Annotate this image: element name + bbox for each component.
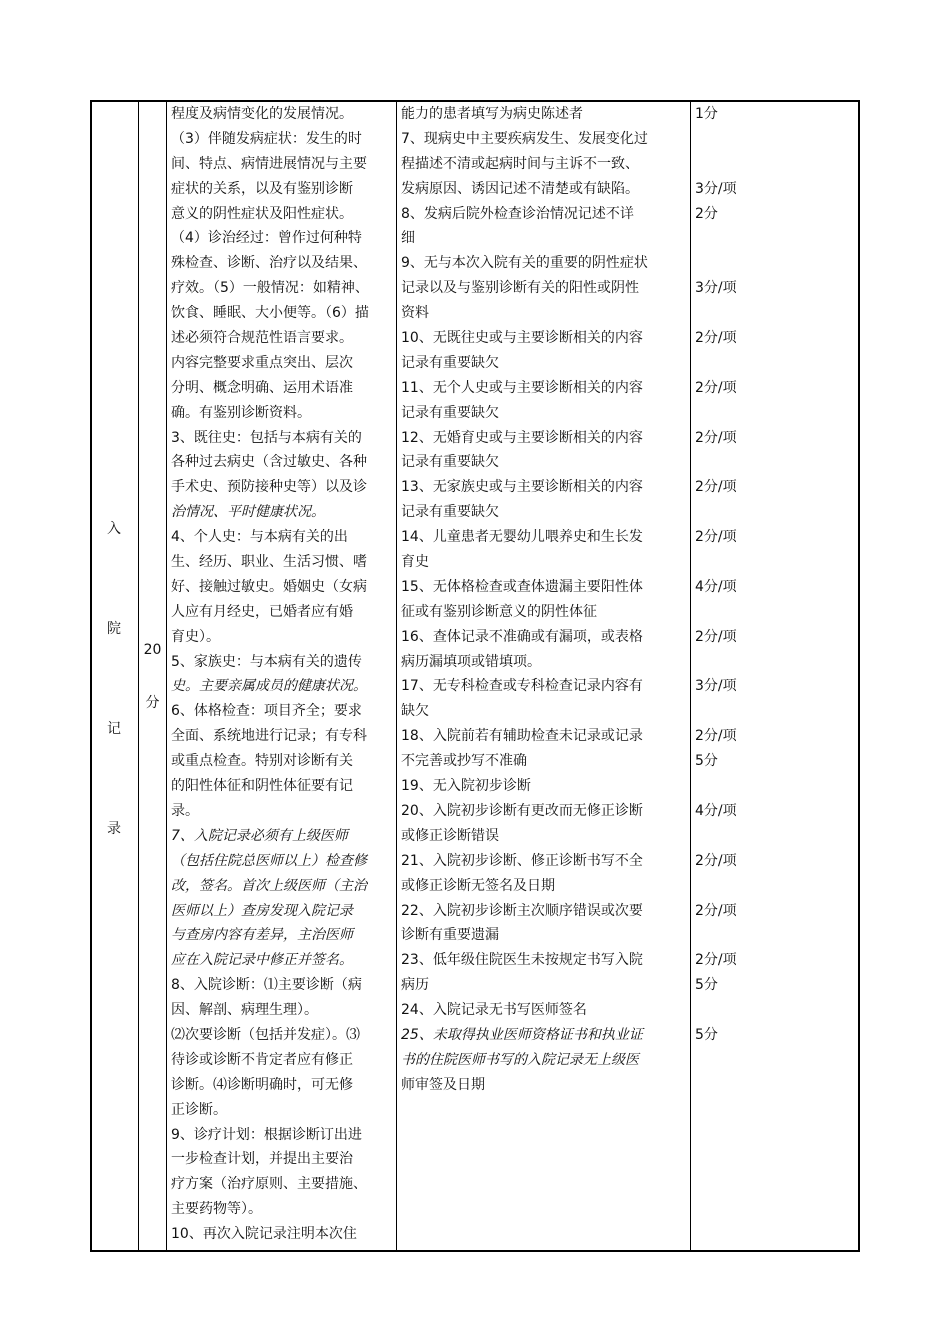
points-line	[695, 152, 737, 177]
requirement-line: 诊断。⑷诊断明确时，可无修	[171, 1076, 353, 1093]
deduction-line: 19、无入院初步诊断	[401, 778, 531, 795]
points-line: 2分/项	[695, 952, 737, 969]
category-char: 院	[107, 621, 121, 637]
deduction-line: 10、无既往史或与主要诊断相关的内容	[401, 330, 643, 347]
points-line	[695, 301, 737, 326]
points-line: 5分	[695, 1026, 718, 1043]
deduction-line: 8、发病后院外检查诊治情况记述不详	[401, 205, 634, 222]
deduction-line: 11、无个人史或与主要诊断相关的内容	[401, 379, 643, 396]
requirement-line: 4、个人史：与本病有关的出	[171, 529, 348, 546]
requirement-line: 疗方案（治疗原则、主要措施、	[171, 1176, 367, 1193]
requirement-line: 全面、系统地进行记录；有专科	[171, 728, 367, 745]
requirement-line: 殊检查、诊断、治疗以及结果、	[171, 255, 367, 272]
deduction-line: 程描述不清或起病时间与主诉不一致、	[401, 155, 639, 172]
deduction-line: 22、入院初步诊断主次顺序错误或次要	[401, 902, 643, 919]
deduction-line: 13、无家族史或与主要诊断相关的内容	[401, 479, 643, 496]
points-line	[695, 550, 737, 575]
deduction-line: 9、无与本次入院有关的重要的阴性症状	[401, 255, 648, 272]
deduction-line: 病历漏填项或错填项。	[401, 653, 541, 670]
deduction-line: 病历	[401, 977, 429, 994]
points-line: 3分/项	[695, 180, 737, 197]
points-line: 1分	[695, 106, 718, 122]
requirement-line: 症状的关系，以及有鉴别诊断	[171, 180, 353, 197]
requirement-line: 5、家族史：与本病有关的遗传	[171, 653, 362, 670]
points-line	[695, 1048, 737, 1073]
requirement-line: 间、特点、病情进展情况与主要	[171, 155, 367, 172]
requirement-line: 8、入院诊断：⑴主要诊断（病	[171, 977, 362, 994]
deduction-line: 记录有重要缺欠	[401, 404, 499, 421]
points-line: 2分/项	[695, 902, 737, 919]
column-divider	[396, 100, 397, 1252]
points-line: 2分/项	[695, 852, 737, 869]
requirement-line: 意义的阴性症状及阳性症状。	[171, 205, 353, 222]
deduction-line: 发病原因、诱因记述不清楚或有缺陷。	[401, 180, 639, 197]
category-char: 记	[107, 721, 121, 737]
points-column	[695, 102, 737, 1098]
deduction-line: 或修正诊断无签名及日期	[401, 877, 555, 894]
points-line	[695, 351, 737, 376]
deduction-line: 细	[401, 230, 415, 247]
points-line: 2分	[695, 205, 718, 222]
points-line	[695, 500, 737, 525]
requirement-line: 生、经历、职业、生活习惯、嗜	[171, 554, 367, 571]
points-line: 3分/项	[695, 280, 737, 297]
deduction-line: 能力的患者填写为病史陈述者	[401, 106, 583, 122]
points-line	[695, 923, 737, 948]
deduction-line: 征或有鉴别诊断意义的阴性体征	[401, 603, 597, 620]
column-divider	[138, 100, 139, 1252]
deduction-line: 24、入院记录无书写医师签名	[401, 1002, 587, 1019]
points-line: 4分/项	[695, 802, 737, 819]
requirement-line: 正诊断。	[171, 1101, 227, 1118]
points-line: 3分/项	[695, 678, 737, 695]
deduction-line: 记录以及与鉴别诊断有关的阳性或阴性	[401, 280, 639, 297]
points-line	[695, 1073, 737, 1098]
requirement-line: 7、入院记录必须有上级医师	[171, 827, 348, 844]
points-line	[695, 774, 737, 799]
requirement-line: 3、既往史：包括与本病有关的	[171, 429, 362, 446]
requirement-line: 10、再次入院记录注明本次住	[171, 1226, 357, 1243]
score-value: 20	[143, 642, 162, 658]
deduction-line: 书的住院医师书写的入院记录无上级医	[401, 1051, 639, 1068]
deduction-line: 缺欠	[401, 703, 429, 720]
requirement-line: 待诊或诊断不肯定者应有修正	[171, 1051, 353, 1068]
deduction-line: 不完善或抄写不准确	[401, 753, 527, 770]
requirement-line: （4）诊治经过：曾作过何种特	[171, 230, 362, 247]
points-line	[695, 600, 737, 625]
requirement-line: 或重点检查。特别对诊断有关	[171, 753, 353, 770]
requirement-line: 改，签名。首次上级医师（主治	[171, 877, 367, 894]
deductions-column	[401, 102, 648, 1098]
category-char: 录	[107, 821, 121, 837]
requirement-line: 治情况、平时健康状况。	[171, 504, 325, 521]
points-line	[695, 824, 737, 849]
points-line	[695, 998, 737, 1023]
deduction-line: 或修正诊断错误	[401, 827, 499, 844]
requirement-line: 医师以上）查房发现入院记录	[171, 902, 353, 919]
deduction-line: 7、现病史中主要疾病发生、发展变化过	[401, 130, 648, 147]
deduction-line: 资料	[401, 305, 429, 322]
points-line	[695, 450, 737, 475]
requirement-line: 手术史、预防接种史等）以及诊	[171, 479, 367, 496]
points-line	[695, 401, 737, 426]
deduction-line: 育史	[401, 554, 429, 571]
points-line	[695, 127, 737, 152]
points-line	[695, 874, 737, 899]
deduction-line: 15、无体格检查或查体遗漏主要阳性体	[401, 578, 643, 595]
points-line: 2分/项	[695, 479, 737, 496]
deduction-line: 记录有重要缺欠	[401, 354, 499, 371]
points-line: 2分/项	[695, 379, 737, 396]
requirement-line: 分明、概念明确、运用术语准	[171, 379, 353, 396]
requirement-line: 人应有月经史，已婚者应有婚	[171, 603, 353, 620]
requirement-line: 程度及病情变化的发展情况。	[171, 106, 353, 122]
deduction-line: 17、无专科检查或专科检查记录内容有	[401, 678, 643, 695]
deduction-line: 25、未取得执业医师资格证书和执业证	[401, 1026, 643, 1043]
category-char: 入	[107, 521, 121, 537]
requirement-line: 录。	[171, 802, 199, 819]
requirements-column	[171, 102, 369, 1247]
deduction-line: 记录有重要缺欠	[401, 454, 499, 471]
points-line: 2分/项	[695, 529, 737, 546]
points-line: 2分/项	[695, 728, 737, 745]
requirement-line: 饮食、睡眠、大小便等。（6）描	[171, 305, 369, 322]
requirement-line: 内容完整要求重点突出、层次	[171, 354, 353, 371]
points-line: 2分/项	[695, 429, 737, 446]
requirement-line: 育史）。	[171, 628, 220, 645]
column-divider	[166, 100, 167, 1252]
requirement-line: 与查房内容有差异，主治医师	[171, 927, 353, 944]
requirement-line: 好、接触过敏史。婚姻史（女病	[171, 578, 367, 595]
deduction-line: 记录有重要缺欠	[401, 504, 499, 521]
points-line: 4分/项	[695, 578, 737, 595]
requirement-line: 应在入院记录中修正并签名。	[171, 952, 353, 969]
points-line	[695, 650, 737, 675]
deduction-line: 23、低年级住院医生未按规定书写入院	[401, 952, 643, 969]
requirement-line: 9、诊疗计划：根据诊断订出进	[171, 1126, 362, 1143]
requirement-line: 各种过去病史（含过敏史、各种	[171, 454, 367, 471]
column-divider	[690, 100, 691, 1252]
deduction-line: 18、入院前若有辅助检查未记录或记录	[401, 728, 643, 745]
deduction-line: 21、入院初步诊断、修正诊断书写不全	[401, 852, 643, 869]
requirement-line: （3）伴随发病症状：发生的时	[171, 130, 362, 147]
requirement-line: 因、解剖、病理生理）。	[171, 1002, 318, 1019]
requirement-line: 主要药物等）。	[171, 1201, 262, 1218]
requirement-line: （包括住院总医师以上）检查修	[171, 852, 367, 869]
points-line: 2分/项	[695, 628, 737, 645]
points-line: 5分	[695, 977, 718, 994]
deduction-line: 12、无婚育史或与主要诊断相关的内容	[401, 429, 643, 446]
points-line: 2分/项	[695, 330, 737, 347]
requirement-line: 确。有鉴别诊断资料。	[171, 404, 311, 421]
requirement-line: ⑵次要诊断（包括并发症）。⑶	[171, 1026, 360, 1043]
deduction-line: 诊断有重要遗漏	[401, 927, 499, 944]
points-line	[695, 699, 737, 724]
points-line	[695, 251, 737, 276]
requirement-line: 史。主要亲属成员的健康状况。	[171, 678, 367, 695]
score-unit: 分	[145, 695, 160, 711]
points-line: 5分	[695, 753, 718, 770]
requirement-line: 的阳性体征和阴性体征要有记	[171, 778, 353, 795]
deduction-line: 20、入院初步诊断有更改而无修正诊断	[401, 802, 643, 819]
deduction-line: 16、查体记录不准确或有漏项，或表格	[401, 628, 643, 645]
requirement-line: 一步检查计划，并提出主要治	[171, 1151, 353, 1168]
deduction-line: 14、儿童患者无婴幼儿喂养史和生长发	[401, 529, 643, 546]
points-line	[695, 226, 737, 251]
requirement-line: 疗效。（5）一般情况：如精神、	[171, 280, 369, 297]
deduction-line: 师审签及日期	[401, 1076, 485, 1093]
requirement-line: 述必须符合规范性语言要求。	[171, 330, 353, 347]
requirement-line: 6、体格检查：项目齐全；要求	[171, 703, 362, 720]
